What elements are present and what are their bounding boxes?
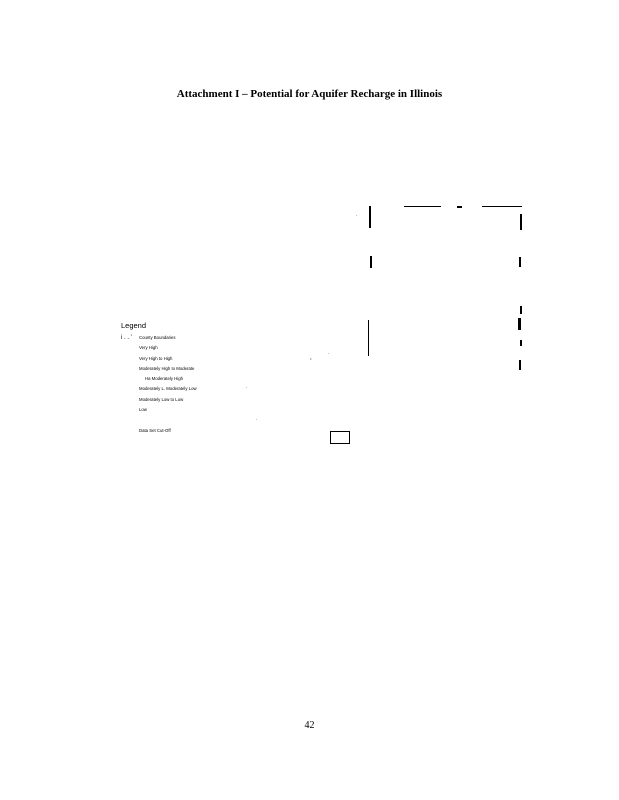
legend-item-label: County Boundaries (139, 335, 176, 340)
map-fragment (457, 206, 462, 208)
legend-item-moderately-low-to-low (121, 395, 184, 405)
legend-item-label: Moderately Low to Low (139, 396, 184, 402)
map-fragment (520, 306, 522, 314)
legend-item-moderately-high (121, 374, 183, 384)
map-fragment: · (356, 214, 358, 219)
map-fragment (404, 206, 441, 207)
legend-item-very-high (121, 343, 158, 353)
map-legend (121, 321, 197, 436)
map-fragment (369, 206, 371, 228)
map-fragment (518, 318, 521, 330)
legend-item-label: Very High to High (139, 355, 173, 361)
legend-item-moderately-low (121, 384, 197, 394)
legend-item-low (121, 405, 146, 415)
page-title: Attachment I – Potential for Aquifer Recharge in Illinois (176, 88, 443, 100)
legend-item-data-set-cut-off (121, 426, 171, 436)
map-fragment (370, 256, 372, 268)
map-fragment (520, 214, 522, 230)
legend-item-very-high-to-high (121, 354, 173, 364)
map-fragment (520, 340, 522, 346)
legend-heading: Legend (121, 321, 147, 330)
legend-item-label: Data Set Cut-Off (139, 427, 171, 433)
map-fragment (482, 206, 522, 207)
legend-item-county-boundaries (121, 333, 176, 343)
map-fragment (519, 257, 521, 267)
legend-item-label: Ha Moderately High (145, 376, 183, 382)
legend-item-label: Low (139, 407, 147, 413)
map-fragment (368, 320, 369, 356)
map-fragment: · (246, 386, 248, 391)
legend-item-spacer (121, 415, 146, 425)
legend-item-label: Very High (139, 345, 158, 351)
legend-item-moderately-high-to-moderate (121, 364, 195, 374)
map-fragment: › (310, 357, 312, 362)
legend-item-label: Moderately High to Moderate (139, 365, 195, 371)
map-fragment (519, 360, 521, 370)
map-fragment: · (256, 418, 258, 423)
map-inset-box (330, 431, 350, 444)
map-fragment: · (328, 352, 330, 357)
legend-item-label: Moderately L. Moderately Low (139, 386, 197, 392)
page-number: 42 (304, 720, 315, 731)
county-boundary-symbol: i . . ' (121, 335, 132, 341)
